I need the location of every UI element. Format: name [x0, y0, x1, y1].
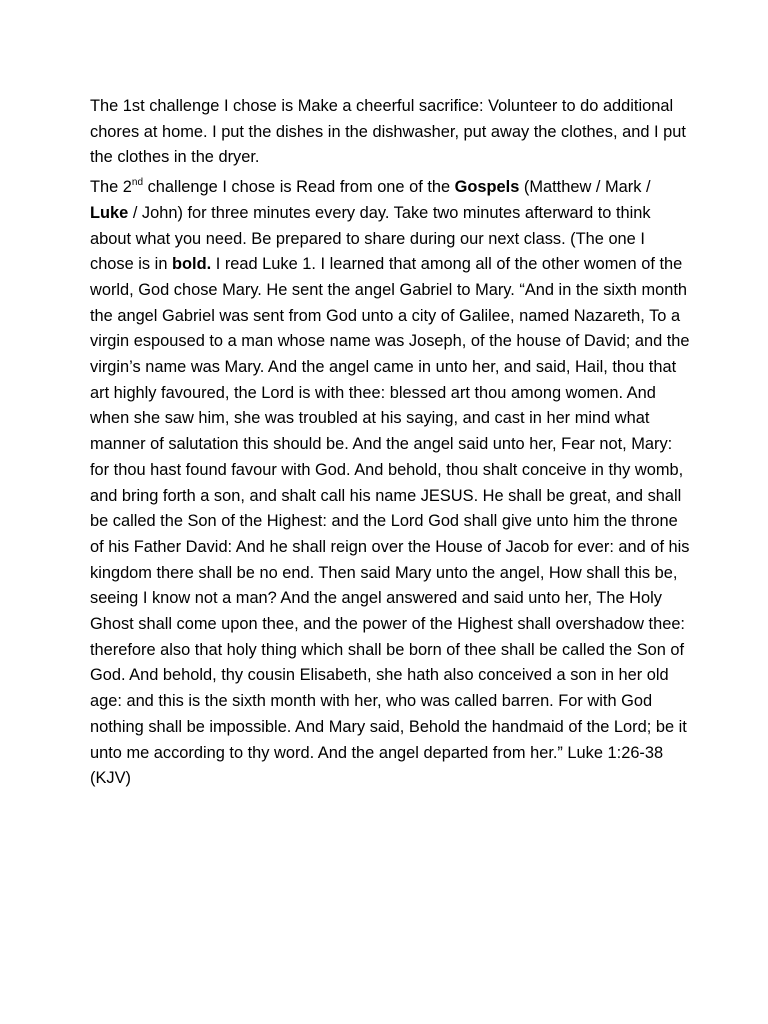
paragraph-first-challenge: The 1st challenge I chose is Make a cheerful sacrifice: Volunteer to do additional chores at home. I put the dishes in the dishwasher, put away the clothes, and I put the clothes in the dryer. [90, 97, 686, 167]
text-run: The 2 [90, 178, 132, 197]
document-body [90, 94, 690, 796]
text-run: (Matthew / Mark / [519, 178, 651, 197]
text-run: / John) for three minutes every day. Take two minutes afterward to think about what you need. Be prepared to share during our next class. (The one I chose is in [90, 203, 651, 274]
bold-word: bold. [172, 255, 212, 274]
bold-luke: Luke [90, 203, 129, 222]
text-run: challenge I chose is Read from one of the [143, 178, 455, 197]
bold-gospels: Gospels [454, 178, 520, 197]
scripture-text: I read Luke 1. I learned that among all of the other women of the world, God chose Mary. He sent the angel Gabriel to Mary. “And in the sixth month the angel Gabriel was sent from God unto a city of Galilee, named Nazareth, To a virgin espoused to a man whose name was Joseph, of the house of David; and the virgin’s name was Mary. And the angel came in unto her, and said, Hail, thou that art highly favoured, the Lord is with thee: blessed art thou among women. And when she saw him, she was troubled at his saying, and cast in her mind what manner of salutation this should be. And the angel said unto her, Fear not, Mary: for thou hast found favour with God. And behold, thou shalt conceive in thy womb, and bring forth a son, and shalt call his name JESUS. He shall be great, and shall be called the Son of the Highest: and the Lord God shall give unto him the throne of his Father David: And he shall reign over the House of Jacob for ever: and of his kingdom there shall be no end. Then said Mary unto the angel, How shall this be, seeing I know not a man? And the angel answered and said unto her, The Holy Ghost shall come upon thee, and the power of the Highest shall overshadow thee: therefore also that holy thing which shall be born of thee shall be called the Son of God. And behold, thy cousin Elisabeth, she hath also conceived a son in her old age: and this is the sixth month with her, who was called barren. For with God nothing shall be impossible. And Mary said, Behold the handmaid of the Lord; be it unto me according to thy word. And the angel departed from her.” Luke 1:26-38 (KJV) [90, 255, 690, 788]
paragraph-second-challenge [90, 175, 690, 792]
superscript-nd: nd [131, 176, 144, 188]
